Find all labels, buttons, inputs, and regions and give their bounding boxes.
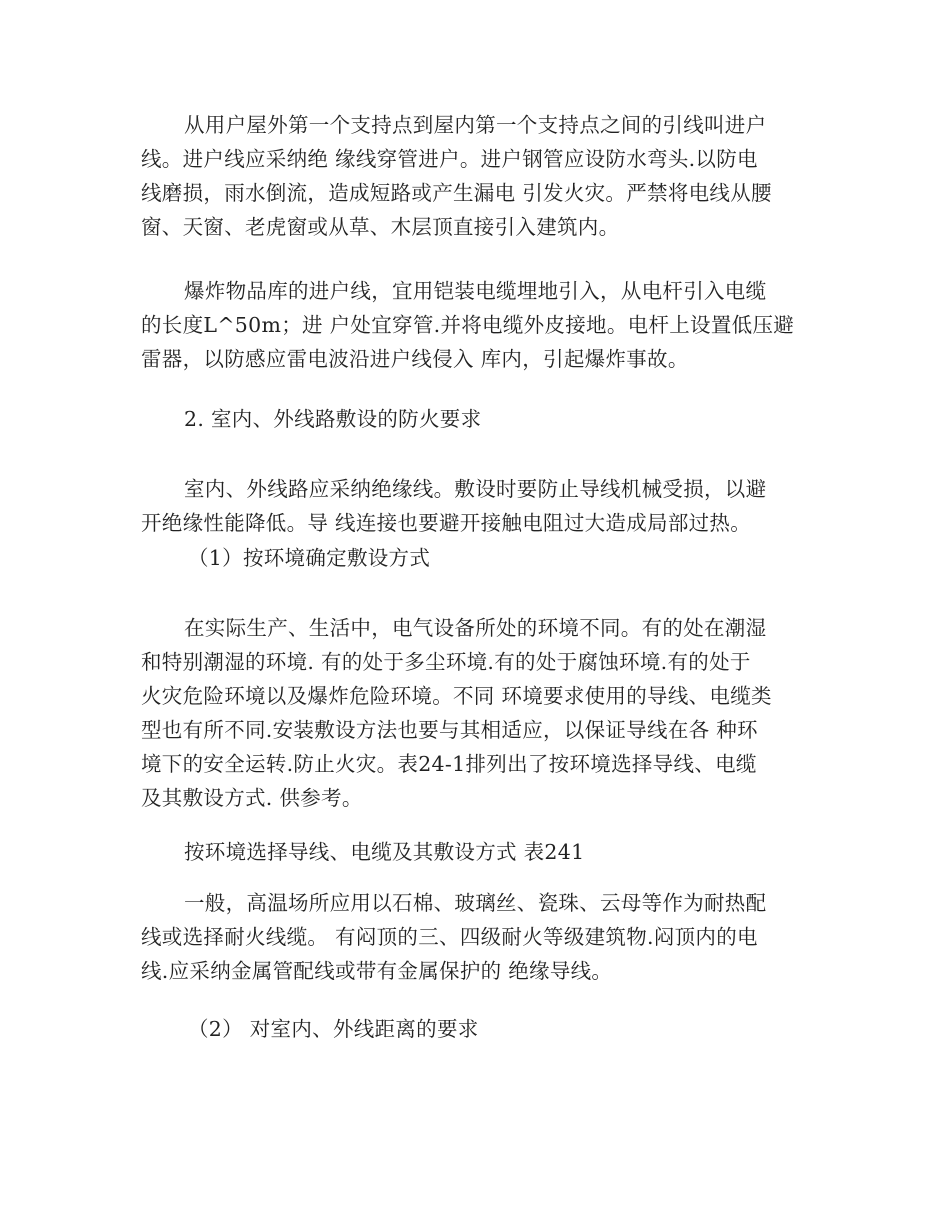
section-heading-2 [141,402,811,436]
heading-text: 2. 室内、外线路敷设的防火要求 [184,407,482,431]
heading-text: （1）按环境确定敷设方式 [188,546,431,570]
text-line: 线或选择耐火线缆。 有闷顶的三、四级耐火等级建筑物.闷顶内的电 [141,925,758,949]
paragraph-explosive-storage [141,274,811,376]
text-line: 线。进户线应采纳绝 缘线穿管进户。进户钢管应设防水弯头.以防电 [141,147,758,171]
paragraph-environment [141,611,811,815]
text-line: 一般，高温场所应用以石棉、玻璃丝、瓷珠、云母等作为耐热配 [184,891,767,915]
text-line: 境下的安全运转.防止火灾。表24-1排列出了按环境选择导线、电缆 [141,752,757,776]
caption-text: 按环境选择导线、电缆及其敷设方式 表241 [184,840,585,864]
text-line: 爆炸物品库的进户线，宜用铠装电缆埋地引入，从电杆引入电缆 [184,279,767,303]
text-line: 的长度L^50m；进 户处宜穿管.并将电缆外皮接地。电杆上设置低压避 [141,313,795,337]
paragraph-insulated-wire [141,472,811,540]
text-line: 火灾危险环境以及爆炸危险环境。不同 环境要求使用的导线、电缆类 [141,684,772,708]
text-line: 线.应采纳金属管配线或带有金属保护的 绝缘导线。 [141,959,613,983]
text-line: 在实际生产、生活中，电气设备所处的环境不同。有的处在潮湿 [184,616,767,640]
subheading-2 [141,1012,811,1046]
text-line: 型也有所不同.安装敷设方法也要与其相适应，以保证导线在各 种环 [141,718,758,742]
subheading-1 [141,541,811,575]
heading-text: （2） 对室内、外线距离的要求 [188,1017,479,1041]
text-line: 雷器，以防感应雷电波沿进户线侵入 库内，引起爆炸事故。 [141,347,689,371]
paragraph-service-entrance [141,108,811,244]
paragraph-high-temperature [141,886,811,988]
text-line: 开绝缘性能降低。导 线连接也要避开接触电阻过大造成局部过热。 [141,511,752,535]
text-line: 线磨损，雨水倒流，造成短路或产生漏电 引发火灾。严禁将电线从腰 [141,181,772,205]
text-line: 及其敷设方式. 供参考。 [141,786,363,810]
text-line: 从用户屋外第一个支持点到屋内第一个支持点之间的引线叫进户 [184,113,767,137]
text-line: 和特别潮湿的环境. 有的处于多尘环境.有的处于腐蚀环境.有的处于 [141,650,751,674]
text-line: 窗、天窗、老虎窗或从草、木层顶直接引入建筑内。 [141,215,620,239]
table-caption [141,835,811,869]
text-line: 室内、外线路应采纳绝缘线。敷设时要防止导线机械受损，以避 [184,477,767,501]
